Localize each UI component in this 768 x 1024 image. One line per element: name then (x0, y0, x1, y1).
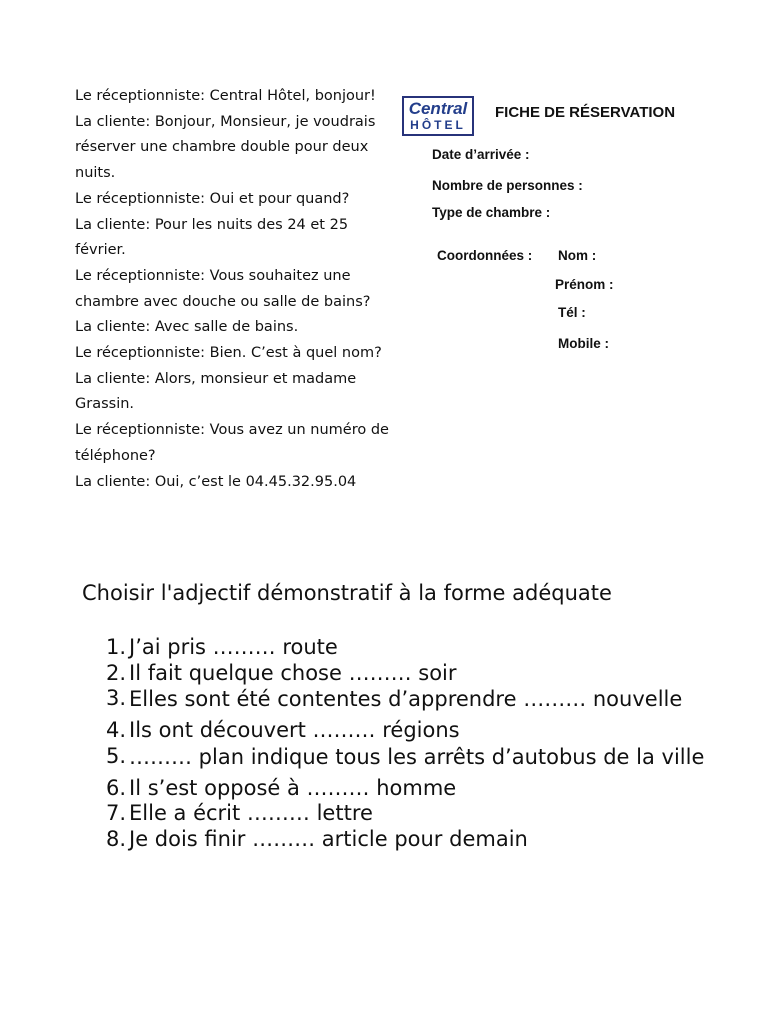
dialogue-line: Le réceptionniste: Vous souhaitez une chambre avec douche ou salle de bains? (75, 267, 371, 310)
item-text: Il fait quelque chose ……… soir (129, 660, 457, 685)
item-number: 5. (106, 743, 127, 768)
exercise-title: Choisir l'adjectif démonstratif à la forme adéquate (82, 581, 612, 605)
item-number: 4. (106, 718, 127, 742)
item-number: 7. (106, 801, 127, 825)
dialogue-line: La cliente: Bonjour, Monsieur, je voudrais réserver une chambre double pour deux nuits. (75, 113, 376, 182)
item-text: Elles sont été contentes d’apprendre ……… nouvelle (129, 687, 683, 711)
item-number: 8. (106, 826, 127, 851)
dialogue-line: La cliente: Oui, c’est le 04.45.32.95.04 (75, 473, 357, 490)
logo-bottom-text: HÔTEL (410, 118, 466, 132)
first-name-label: Prénom : (555, 277, 614, 292)
persons-label: Nombre de personnes : (432, 178, 583, 193)
dialogue-line: Le réceptionniste: Central Hôtel, bonjour! (75, 88, 376, 104)
item-text: Je dois finir ……… article pour demain (129, 826, 528, 851)
item-number: 6. (106, 775, 127, 800)
item-text: Ils ont découvert ……… régions (129, 718, 460, 742)
item-text: J’ai pris ……… route (129, 635, 338, 659)
list-item (106, 827, 706, 853)
mobile-label: Mobile : (558, 336, 609, 351)
list-item (106, 635, 706, 661)
list-item (106, 776, 706, 802)
reservation-form (400, 92, 720, 372)
item-number: 2. (106, 660, 127, 685)
item-number: 3. (106, 686, 127, 710)
dialogue-line: Le réceptionniste: Vous avez un numéro de téléphone? (75, 422, 389, 464)
logo-top-text: Central (408, 99, 468, 118)
dialogue-line: La cliente: Avec salle de bains. (75, 319, 299, 336)
dialogue-line: La cliente: Alors, monsieur et madame Grassin. (75, 370, 357, 413)
contact-label: Coordonnées : (437, 248, 533, 263)
item-text: Il s’est opposé à ……… homme (129, 775, 457, 800)
item-text: ……… plan indique tous les arrêts d’autobus de la ville (129, 744, 705, 769)
list-item (106, 744, 706, 776)
dialogue-line: La cliente: Pour les nuits des 24 et 25 février. (75, 216, 349, 259)
item-number: 1. (106, 635, 127, 659)
phone-label: Tél : (558, 305, 586, 320)
dialogue (75, 84, 395, 495)
exercise-list (106, 635, 706, 852)
dialogue-line: Le réceptionniste: Oui et pour quand? (75, 190, 350, 207)
room-type-label: Type de chambre : (432, 205, 551, 220)
arrival-date-label: Date d’arrivée : (432, 147, 530, 162)
dialogue-line: Le réceptionniste: Bien. C’est à quel nom? (75, 345, 382, 362)
name-label: Nom : (558, 248, 597, 263)
list-item (106, 686, 706, 718)
list-item (106, 801, 706, 827)
hotel-logo (402, 96, 474, 136)
item-text: Elle a écrit ……… lettre (129, 801, 373, 825)
form-title: FICHE DE RÉSERVATION (495, 104, 676, 121)
